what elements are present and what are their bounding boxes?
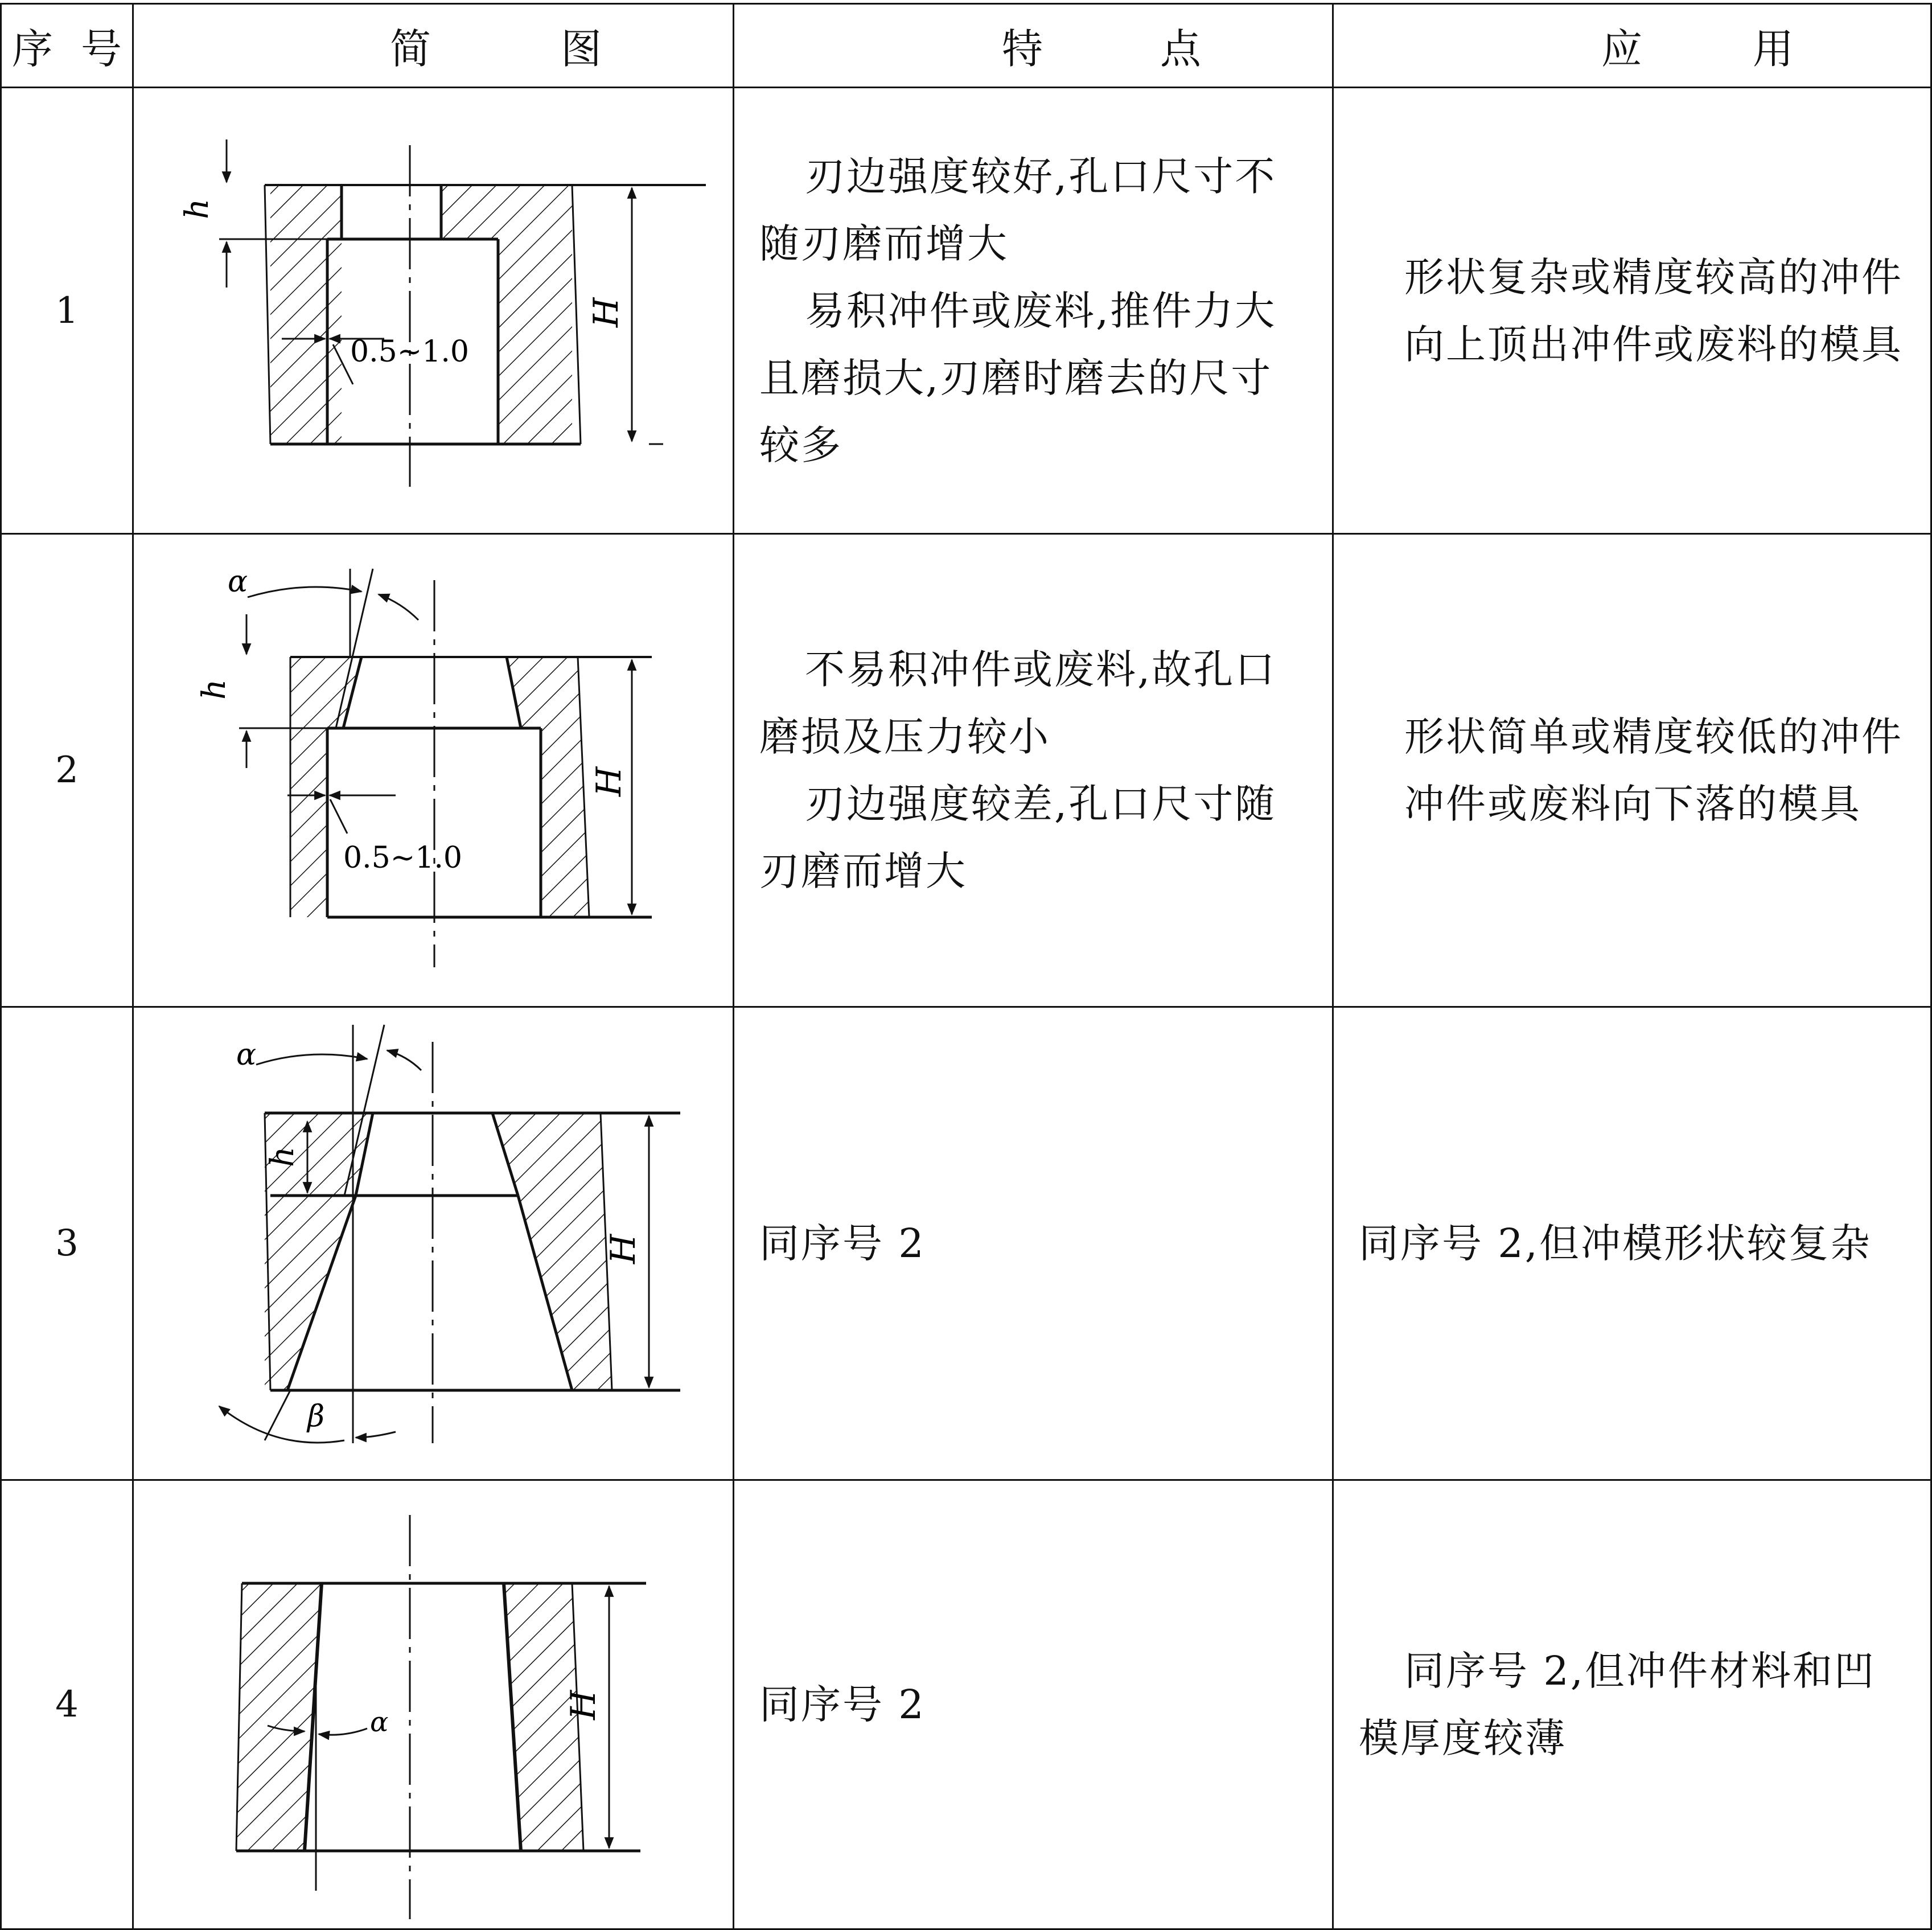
row-features: 刃边强度较好,孔口尺寸不随刃磨而增大 易积冲件或废料,推件力大且磨损大,刃磨时磨去的尺寸较多	[734, 88, 1333, 534]
dim-label: 0.5~1.0	[350, 335, 469, 369]
row-application: 形状复杂或精度较高的冲件 向上顶出冲件或废料的模具	[1333, 88, 1931, 534]
row-application: 形状简单或精度较低的冲件 冲件或废料向下落的模具	[1333, 534, 1931, 1007]
row-features: 同序号 2	[734, 1007, 1333, 1480]
alpha-label: α	[370, 1706, 389, 1738]
H-label: H	[603, 1234, 643, 1264]
table-row	[1, 534, 1931, 1007]
row-figure-cell	[133, 534, 734, 1007]
header-row	[1, 4, 1931, 88]
row-application: 同序号 2,但冲件材料和凹模厚度较薄	[1333, 1480, 1931, 1929]
table-row	[1, 1480, 1931, 1929]
header-seq: 序 号	[1, 4, 133, 88]
beta-label: β	[307, 1399, 325, 1434]
row-seq: 1	[1, 88, 133, 534]
header-features: 特 点	[734, 4, 1333, 88]
row-figure-cell	[133, 1007, 734, 1480]
die-sketch-1	[134, 88, 732, 533]
H-label: H	[586, 297, 626, 327]
alpha-label: α	[228, 565, 248, 599]
die-edge-table	[0, 3, 1932, 1930]
row-seq: 2	[1, 534, 133, 1007]
row-features: 同序号 2	[734, 1480, 1333, 1929]
row-application: 同序号 2,但冲模形状较复杂	[1333, 1007, 1931, 1480]
dim-label: 0.5~1.0	[343, 841, 462, 875]
h-label: h	[264, 1146, 301, 1167]
row-features: 不易积冲件或废料,故孔口磨损及压力较小 刃边强度较差,孔口尺寸随刃磨而增大	[734, 534, 1333, 1007]
header-application: 应 用	[1333, 4, 1931, 88]
die-sketch-2	[134, 535, 732, 1006]
table-row	[1, 1007, 1931, 1480]
table-row	[1, 88, 1931, 534]
H-label: H	[589, 766, 629, 796]
h-label: h	[179, 198, 216, 219]
h-label: h	[196, 679, 233, 700]
alpha-label: α	[236, 1038, 257, 1072]
die-sketch-3	[134, 1008, 732, 1479]
row-seq: 4	[1, 1480, 133, 1929]
H-label: H	[564, 1690, 603, 1720]
die-sketch-4	[134, 1481, 732, 1928]
row-figure-cell	[133, 88, 734, 534]
row-figure-cell	[133, 1480, 734, 1929]
header-figure: 简 图	[133, 4, 734, 88]
row-seq: 3	[1, 1007, 133, 1480]
